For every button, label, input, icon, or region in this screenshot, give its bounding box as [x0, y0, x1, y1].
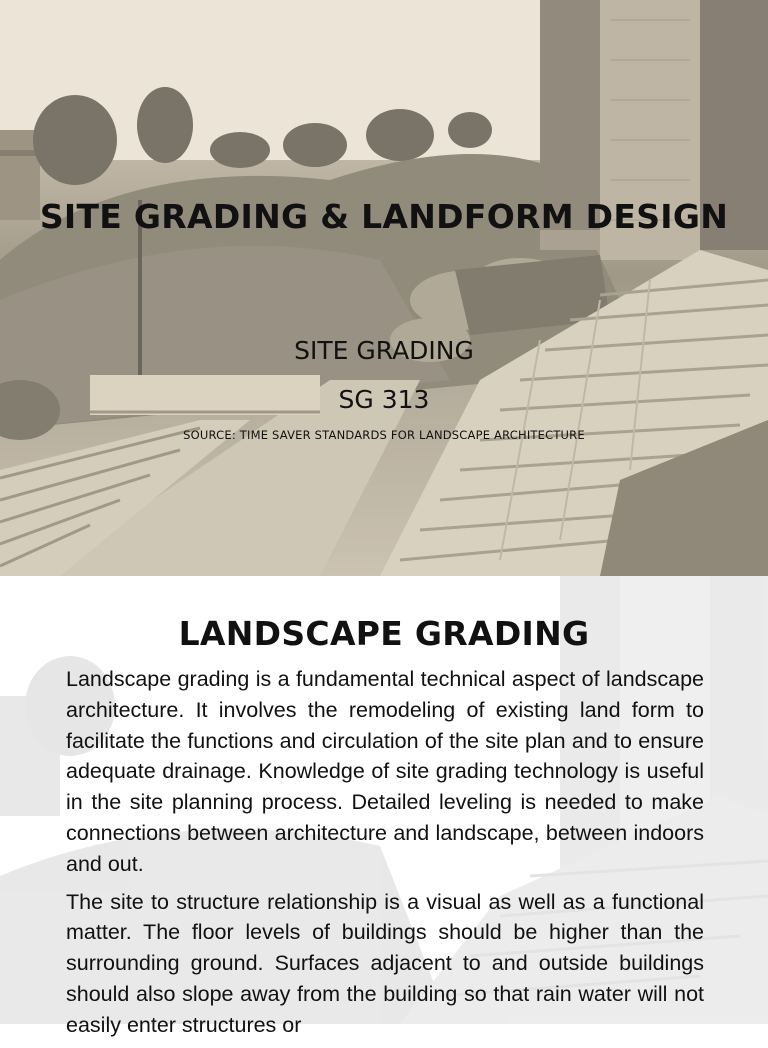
section-heading: LANDSCAPE GRADING	[178, 614, 590, 653]
slide-subtitle: SITE GRADING	[294, 336, 474, 365]
content-slide	[0, 576, 768, 1037]
source-credit: SOURCE: TIME SAVER STANDARDS FOR LANDSCAPE ARCHITECTURE	[183, 428, 585, 442]
course-code: SG 313	[338, 385, 430, 414]
paragraph-2: The site to structure relationship is a visual as well as a functional matter. The floor levels of buildings should be higher than the surrounding ground. Surfaces adjacent to and outside buildings should also slope away from the building so that rain water will not easily enter structures or	[66, 889, 704, 1037]
slide-title: SITE GRADING & LANDFORM DESIGN	[39, 197, 729, 236]
body-text	[66, 664, 704, 1048]
paragraph-1: Landscape grading is a fundamental technical aspect of landscape architecture. It involves the remodeling of existing land form to facilitate the functions and circulation of the site plan and to ensure adequate drainage. Knowledge of site grading technology is useful in the site planning process. Detailed leveling is needed to make connections between architecture and landscape, between indoors and out.	[66, 667, 704, 876]
